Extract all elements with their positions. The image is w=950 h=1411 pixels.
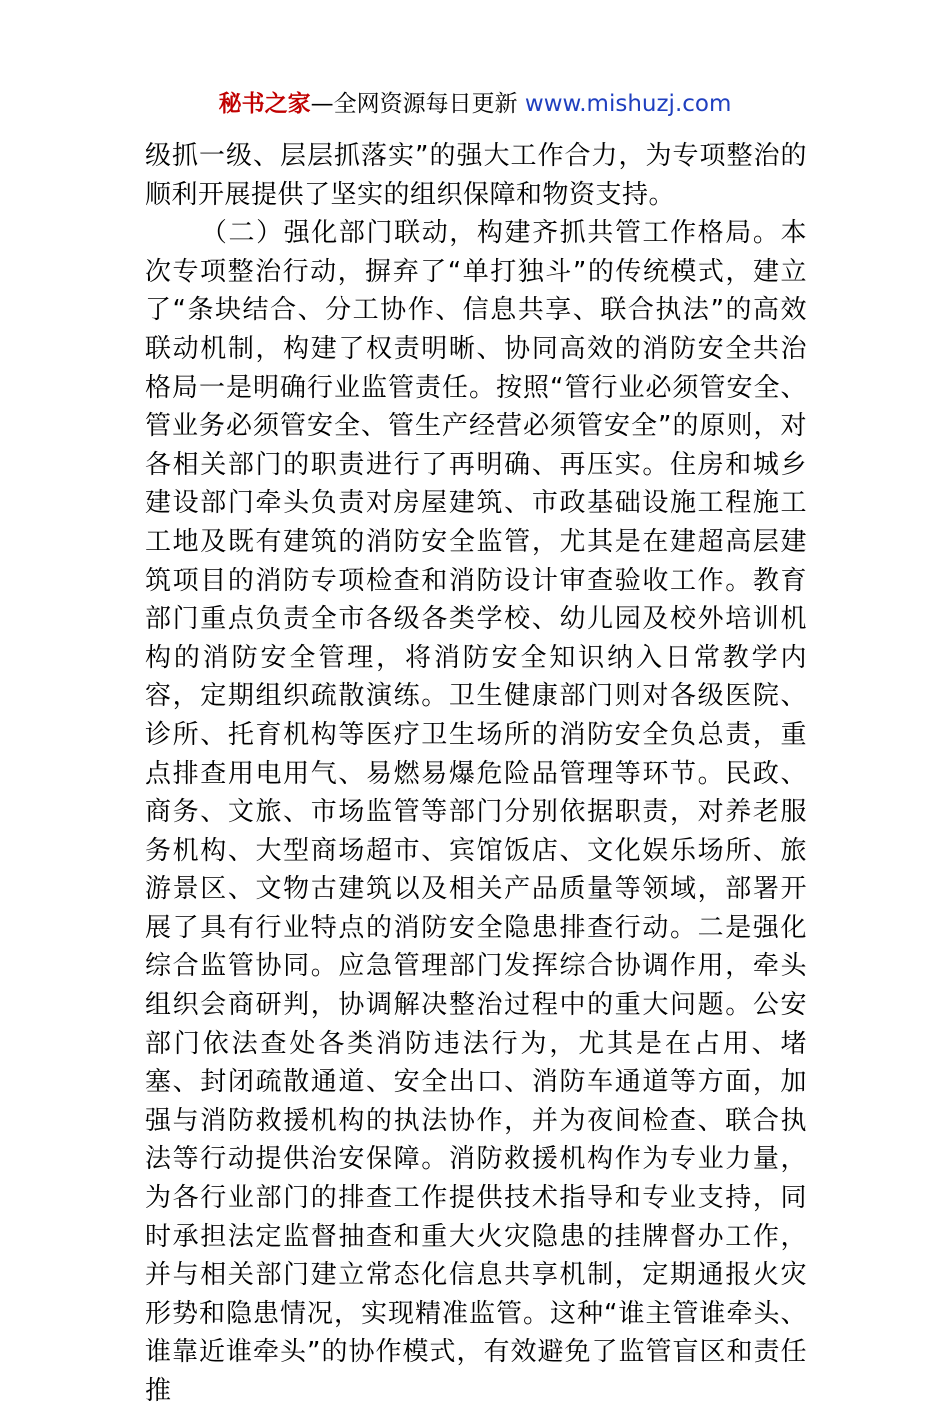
brand-name: 秘书之家 bbox=[218, 91, 311, 117]
paragraph-continued: 级抓一级、层层抓落实”的强大工作合力，为专项整治的顺利开展提供了坚实的组织保障和物资支持。 bbox=[145, 141, 807, 210]
page-header bbox=[0, 88, 950, 120]
document-body bbox=[145, 137, 807, 1411]
website-link[interactable]: www.mishuzj.com bbox=[524, 91, 732, 117]
paragraph-section-two: （二）强化部门联动，构建齐抓共管工作格局。本次专项整治行动，摒弃了“单打独斗”的传统模式，建立了“条块结合、分工协作、信息共享、联合执法”的高效联动机制，构建了权责明晰、协同高效的消防安全共治格局一是明确行业监管责任。按照“管行业必须管安全、管业务必须管安全、管生产经营必须管安全”的原则，对各相关部门的职责进行了再明确、再压实。住房和城乡建设部门牵头负责对房屋建筑、市政基础设施工程施工工地及既有建筑的消防安全监管，尤其是在建超高层建筑项目的消防专项检查和消防设计审查验收工作。教育部门重点负责全市各级各类学校、幼儿园及校外培训机构的消防安全管理，将消防安全知识纳入日常教学内容，定期组织疏散演练。卫生健康部门则对各级医院、诊所、托育机构等医疗卫生场所的消防安全负总责，重点排查用电用气、易燃易爆危险品管理等环节。民政、商务、文旅、市场监管等部门分别依据职责，对养老服务机构、大型商场超市、宾馆饭店、文化娱乐场所、旅游景区、文物古建筑以及相关产品质量等领域，部署开展了具有行业特点的消防安全隐患排查行动。二是强化综合监管协同。应急管理部门发挥综合协调作用，牵头组织会商研判，协调解决整治过程中的重大问题。公安部门依法查处各类消防违法行为，尤其是在占用、堵塞、封闭疏散通道、安全出口、消防车通道等方面，加强与消防救援机构的执法协作，并为夜间检查、联合执法等行动提供治安保障。消防救援机构作为专业力量，为各行业部门的排查工作提供技术指导和专业支持，同时承担法定监督抽查和重大火灾隐患的挂牌督办工作，并与相关部门建立常态化信息共享机制，定期通报火灾形势和隐患情况，实现精准监管。这种“谁主管谁牵头、谁靠近谁牵头”的协作模式，有效避免了监管盲区和责任推 bbox=[145, 218, 807, 1406]
header-tagline: —全网资源每日更新 bbox=[310, 91, 525, 117]
